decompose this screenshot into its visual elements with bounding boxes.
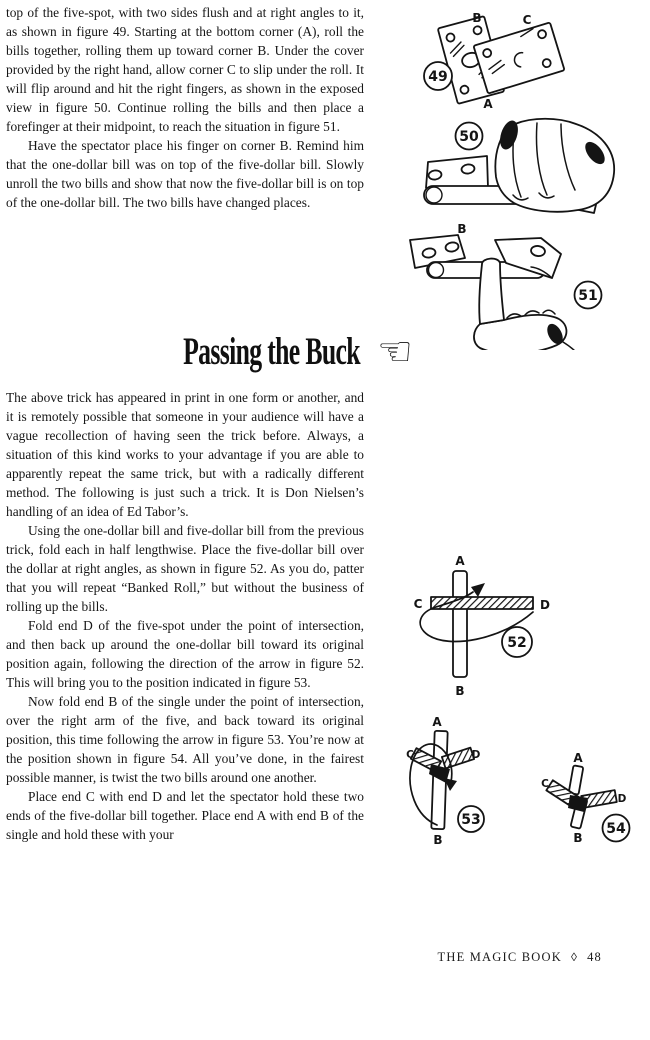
figure-label-c: C (413, 597, 423, 611)
figure-label-d: D (617, 793, 627, 805)
figure-label-b: B (472, 11, 482, 25)
figure-52 (405, 550, 645, 702)
svg-text:49: 49 (428, 69, 448, 85)
figure-label-b: B (433, 833, 443, 847)
svg-text:50: 50 (459, 129, 479, 145)
figure-53 (405, 712, 510, 850)
figure-51 (405, 218, 640, 350)
figure-label-a: A (483, 97, 493, 111)
figure-label-c: C (522, 13, 532, 27)
page-number: 48 (587, 950, 602, 964)
figure-number-badge (575, 282, 602, 309)
figure-label-b: B (457, 222, 467, 236)
figure-54 (532, 748, 644, 856)
svg-text:53: 53 (461, 812, 481, 828)
figure-number-badge (458, 806, 484, 832)
paragraph: Using the one-dollar bill and five-dollar bill from the previous trick, fold each in half lengthwise. Place the five-dollar bill over the dollar at right angles, as shown in figure 52. As you do, patter that you will repeat “Banked Roll,” but without the business of rolling up the bills. (6, 523, 364, 614)
pointing-hand-icon: ☜ (377, 329, 413, 375)
figure-label-d: D (540, 598, 550, 612)
svg-text:51: 51 (578, 288, 598, 304)
figure-label-a: A (573, 751, 583, 765)
paragraph: The above trick has appeared in print in one form or another, and it is remotely possible that someone in your audience will have a vague recollection of having seen the trick before. Always, a situation of this kind works to your advantage if you are able to apparently repeat the same trick, but with a radically different method. The following is just such a trick. It is Don Nielsen’s handling of an idea of Ed Tabor’s. (6, 390, 364, 519)
figure-label-b: B (573, 831, 583, 845)
footer-diamond-icon: ◊ (570, 950, 579, 964)
paragraph: Have the spectator place his finger on corner B. Remind him that the one-dollar bill was on top of the five-dollar bill. Slowly unroll the two bills and show that now the five-dollar bill is on top of the one-dollar bill. The two bills have changed places. (6, 138, 364, 210)
dollar-strip-vertical (453, 571, 467, 677)
figure-number-badge (424, 62, 452, 90)
svg-text:52: 52 (507, 635, 527, 651)
text-block-bottom (6, 388, 364, 844)
figure-label-a: A (432, 715, 442, 729)
section-heading (0, 329, 360, 379)
svg-text:54: 54 (606, 821, 626, 837)
text-block-top (6, 3, 364, 212)
figure-label-a: A (455, 554, 465, 568)
paragraph: top of the five-spot, with two sides flush and at right angles to it, as shown in figure 49. Starting at the bottom corner (A), roll the bills together, rolling them up toward corner B. Under the cover provided by the right hand, allow corner C to slip under the roll. It will flip around and hit the right fingers, as shown in the exposed view in figure 50. Continue rolling the bills and then place a forefinger at their midpoint, to reach the situation in figure 51. (6, 5, 364, 134)
dollar-arm-a (569, 765, 584, 794)
paragraph: Place end C with end D and let the spectator hold these two ends of the five-dollar bill together. Place end A with end B of the single and hold these with your (6, 789, 364, 842)
figure-50 (408, 117, 643, 219)
figure-number-badge (502, 627, 532, 657)
flat-bill-illustration (426, 156, 488, 188)
figure-label-c: C (406, 749, 414, 761)
figure-number-badge (603, 815, 630, 842)
paragraph: Now fold end B of the single under the point of intersection, over the right arm of the five, and back toward its original position, this time following the arrow in figure 53. You’re now at the position shown in figure 54. All you’ve done, in the fairest possible manner, is twist the two bills around one another. (6, 694, 364, 785)
paragraph: Fold end D of the five-spot under the point of intersection, and then back up around the one-dollar bill toward its original position again, following the direction of the arrow in figure 52. This will bring you to the position indicated in figure 53. (6, 618, 364, 690)
figure-label-d: D (471, 749, 481, 761)
figure-number-badge (456, 123, 483, 150)
section-heading-text: Passing the Buck (183, 330, 360, 373)
right-hand-illustration (495, 118, 614, 212)
figure-49 (413, 3, 638, 115)
page-footer (430, 950, 602, 965)
book-title: THE MAGIC BOOK (437, 950, 562, 964)
figure-label-b: B (455, 684, 465, 698)
figure-label-c: C (541, 778, 549, 790)
